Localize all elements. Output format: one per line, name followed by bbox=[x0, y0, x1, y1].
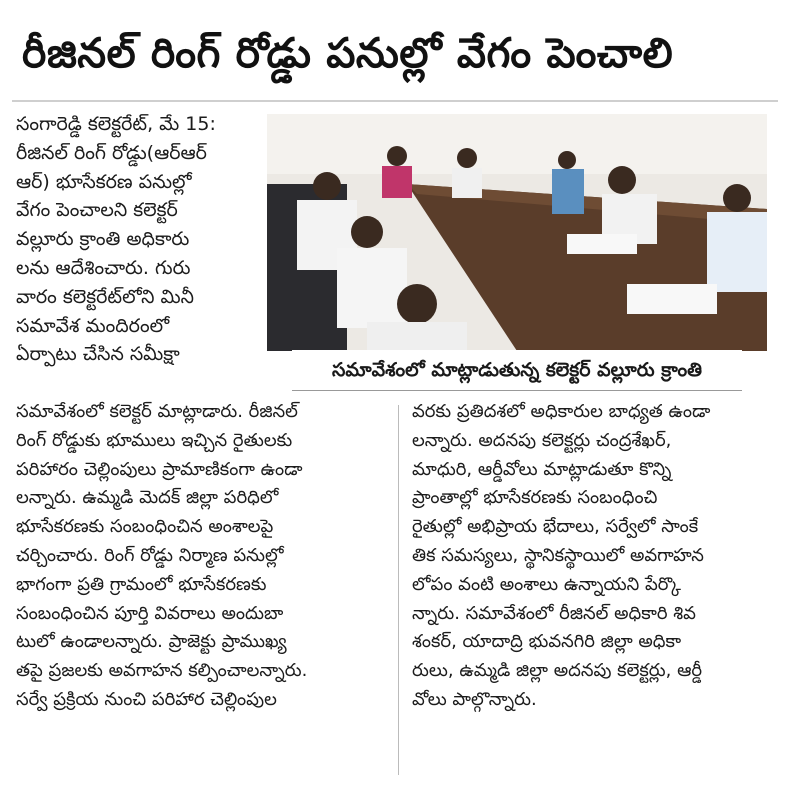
text-line: న్నారు. సమావేశంలో రీజినల్ అధికారి శివ bbox=[412, 602, 696, 624]
text-line: చర్చించారు. రింగ్ రోడ్డు నిర్మాణ పనుల్లో bbox=[16, 544, 284, 566]
text-line: వల్లూరు క్రాంతి అధికారు bbox=[16, 228, 190, 251]
left-column bbox=[16, 398, 391, 715]
text-line: టులో ఉండాలన్నారు. ప్రాజెక్టు ప్రాముఖ్య bbox=[16, 631, 287, 653]
text-line: తపై ప్రజలకు అవగాహన కల్పించాలన్నారు. bbox=[16, 660, 308, 682]
text-line: లను ఆదేశించారు. గురు bbox=[16, 256, 191, 279]
text-line: సంబంధించిన పూర్తి వివరాలు అందుబా bbox=[16, 602, 284, 624]
text-line: ఆర్) భూసేకరణ పనుల్లో bbox=[16, 170, 192, 193]
text-line: వేగం పెంచాలని కలెక్టర్ bbox=[16, 199, 178, 222]
photo-caption: సమావేశంలో మాట్లాడుతున్న కలెక్టర్ వల్లూరు క్రాంతి bbox=[292, 350, 742, 391]
text-line: పరిహారం చెల్లింపులు ప్రామాణికంగా ఉండా bbox=[16, 458, 303, 480]
meeting-photo bbox=[267, 114, 767, 351]
text-line: రైతుల్లో అభిప్రాయ భేదాలు, సర్వేలో సాంకే bbox=[412, 516, 699, 538]
text-line: ఏర్పాటు చేసిన సమీక్షా bbox=[16, 343, 180, 366]
text-line: రింగ్ రోడ్డుకు భూములు ఇచ్చిన రైతులకు bbox=[16, 429, 293, 451]
text-line: వరకు ప్రతిదశలో అధికారుల బాధ్యత ఉండా bbox=[412, 401, 711, 422]
text-line: తిక సమస్యలు, స్థానికస్థాయిలో అవగాహన bbox=[412, 544, 704, 566]
text-line: సమావేశ మందిరంలో bbox=[16, 314, 170, 337]
text-line: ప్రాంతాల్లో భూసేకరణకు సంబంధించి bbox=[412, 487, 658, 509]
column-divider bbox=[398, 405, 399, 775]
text-line: సమావేశంలో కలెక్టర్ మాట్లాడారు. రీజినల్ bbox=[16, 401, 298, 422]
article-headline: రీజినల్ రింగ్ రోడ్డు పనుల్లో వేగం పెంచాలి bbox=[22, 29, 674, 77]
right-column bbox=[412, 398, 784, 715]
text-line: వోలు పాల్గొన్నారు. bbox=[412, 688, 537, 710]
text-line: రులు, ఉమ్మడి జిల్లా అదనపు కలెక్టర్లు, ఆర్డీ bbox=[412, 660, 703, 682]
text-line: లన్నారు. అదనపు కలెక్టర్లు చంద్రశేఖర్, bbox=[412, 429, 672, 451]
headline-rule bbox=[12, 100, 778, 102]
text-line: వారం కలెక్టరేట్‌లోని మినీ bbox=[16, 285, 194, 308]
intro-column bbox=[16, 110, 264, 369]
text-line: భూసేకరణకు సంబంధించిన అంశాలపై bbox=[16, 516, 274, 538]
text-line: లన్నారు. ఉమ్మడి మెదక్ జిల్లా పరిధిలో bbox=[16, 487, 279, 509]
text-line: సంగారెడ్డి కలెక్టరేట్, మే 15: bbox=[16, 113, 216, 135]
text-line: శంకర్, యాదాద్రి భువనగిరి జిల్లా అధికా bbox=[412, 631, 682, 653]
text-line: సర్వే ప్రక్రియ నుంచి పరిహార చెల్లింపుల bbox=[16, 688, 277, 710]
text-line: భాగంగా ప్రతి గ్రామంలో భూసేకరణకు bbox=[16, 573, 267, 595]
text-line: లోపం వంటి అంశాలు ఉన్నాయని పేర్కొ bbox=[412, 573, 681, 595]
text-line: మాధురి, ఆర్డీవోలు మాట్లాడుతూ కొన్ని bbox=[412, 458, 672, 480]
text-line: రీజినల్ రింగ్ రోడ్డు(ఆర్ఆర్ bbox=[16, 141, 207, 164]
